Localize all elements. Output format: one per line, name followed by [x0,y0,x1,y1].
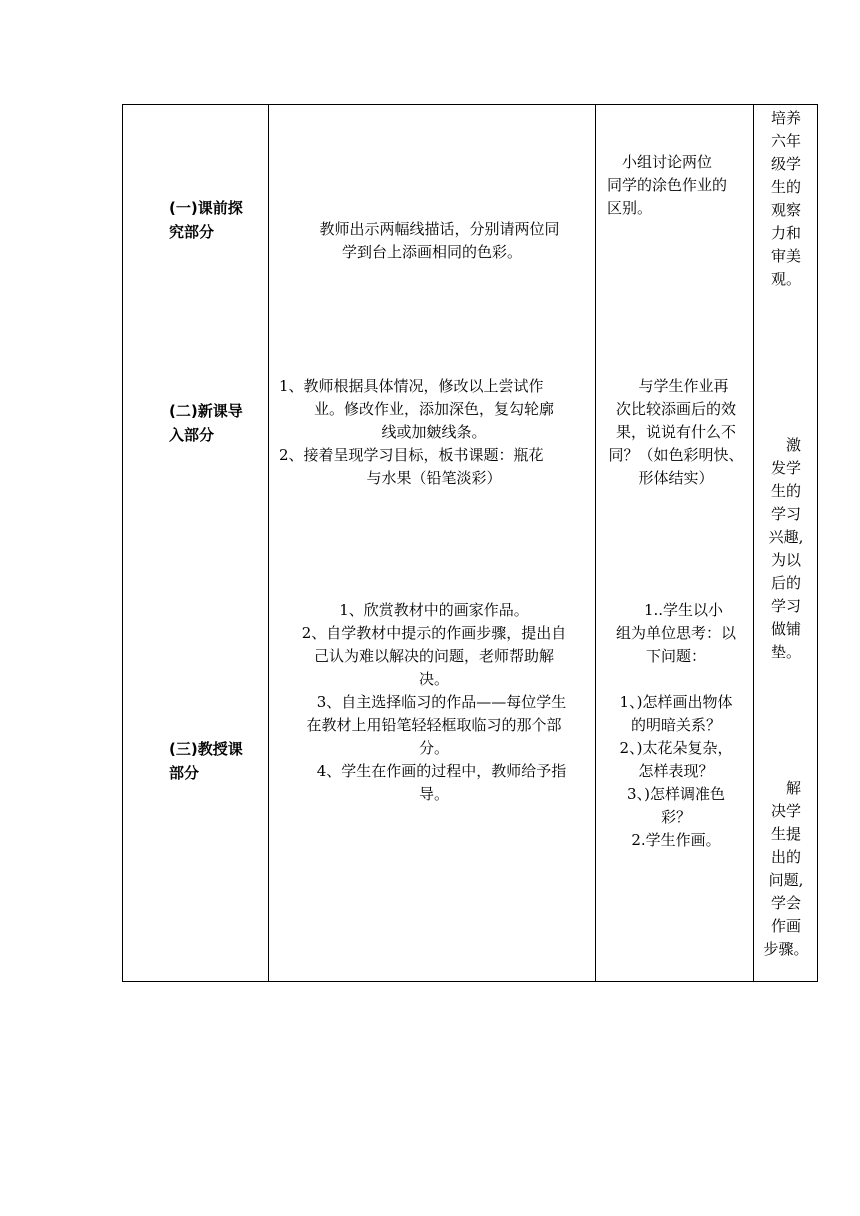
teacher-text: 与水果（铅笔淡彩） [366,469,502,487]
teacher-text: 学到台上添画相同的色彩。 [341,243,522,261]
teacher-activity-1 [279,218,585,264]
intent-text: 观。 [770,270,801,288]
intent-text: 步骤。 [763,940,809,958]
student-text: 下问题： [645,647,706,665]
student-text: 1..学生以小 [628,601,724,619]
intent-text: 六年 [770,132,801,150]
student-text: 果，说说有什么不 [615,423,736,441]
column-divider [595,105,596,981]
student-text: 彩？ [660,808,691,826]
intent-text: 观察 [770,201,801,219]
intent-text: 问题, [768,871,804,889]
teacher-text: 业。修改作业，添加深色，复勾轮廓 [313,400,554,418]
intent-text: 学习 [770,505,801,523]
teacher-text: 3、自主选择临习的作品——每位学生 [301,693,567,711]
intent-text: 发学 [770,459,801,477]
intent-text: 为以 [770,551,801,569]
design-intent-2 [763,434,809,664]
stage-text: 究部分 [169,223,215,241]
student-text: 3、)怎样调准色 [627,785,725,803]
student-text: 次比较添画后的效 [615,400,736,418]
stage-label-3 [169,737,243,785]
intent-text: 兴趣, [768,528,804,546]
student-activity-1 [607,151,747,220]
student-activity-3 [601,599,751,852]
teacher-text: 1、教师根据具体情况，修改以上尝试作 [279,377,544,395]
student-text: 与学生作业再 [623,377,729,395]
intent-text: 解 [770,779,801,797]
student-text [601,668,751,691]
teacher-text: 己认为难以解决的问题，老师帮助解 [313,647,554,665]
intent-text: 做铺 [770,620,801,638]
column-divider [268,105,269,981]
student-text: 形体结实） [638,469,714,487]
intent-text: 学习 [770,597,801,615]
intent-text: 激 [770,436,801,454]
intent-text: 出的 [770,848,801,866]
stage-text: (二)新课导 [169,402,243,420]
stage-label-1 [169,196,243,244]
student-text: 区别。 [607,199,653,217]
stage-text: 入部分 [169,426,215,444]
student-text: 小组讨论两位 [607,153,713,171]
student-text: 组为单位思考：以 [615,624,736,642]
intent-text: 生的 [770,178,801,196]
intent-text: 级学 [770,155,801,173]
design-intent-1 [763,107,809,291]
teacher-activity-3 [279,599,589,806]
intent-text: 力和 [770,224,801,242]
teacher-text: 导。 [418,785,449,803]
teacher-text: 4、学生在作画的过程中，教师给予指 [301,762,567,780]
lesson-table [122,104,818,982]
intent-text: 作画 [770,917,801,935]
student-text: 2.学生作画。 [631,831,721,849]
intent-text: 培养 [770,109,801,127]
teacher-text: 分。 [418,739,449,757]
intent-text: 决学 [770,802,801,820]
teacher-text: 2、接着呈现学习目标，板书课题：瓶花 [279,446,544,464]
student-text: 同学的涂色作业的 [607,176,728,194]
student-text: 2、)太花朵复杂， [619,739,733,757]
stage-text: (一)课前探 [169,199,243,217]
stage-text: (三)教授课 [169,740,243,758]
column-divider [753,105,754,981]
teacher-text: 决。 [418,670,449,688]
intent-text: 后的 [770,574,801,592]
teacher-text: 在教材上用铅笔轻轻框取临习的那个部 [306,716,562,734]
intent-text: 生提 [770,825,801,843]
intent-text: 垫。 [770,643,801,661]
student-text: 同？（如色彩明快、 [608,446,744,464]
student-text: 怎样表现？ [638,762,714,780]
stage-label-2 [169,399,243,447]
intent-text: 审美 [770,247,801,265]
teacher-text: 1、欣赏教材中的画家作品。 [339,601,529,619]
stage-text: 部分 [169,764,200,782]
teacher-text: 2、自学教材中提示的作画步骤，提出自 [301,624,567,642]
intent-text: 学会 [770,894,801,912]
student-activity-2 [601,375,751,490]
intent-text: 生的 [770,482,801,500]
student-text: 1、)怎样画出物体 [619,693,733,711]
teacher-text: 教师出示两幅线描话，分别请两位同 [304,220,560,238]
teacher-text: 线或加皴线条。 [381,423,487,441]
design-intent-3 [763,777,809,961]
student-text: 的明暗关系？ [630,716,721,734]
teacher-activity-2 [279,375,589,490]
